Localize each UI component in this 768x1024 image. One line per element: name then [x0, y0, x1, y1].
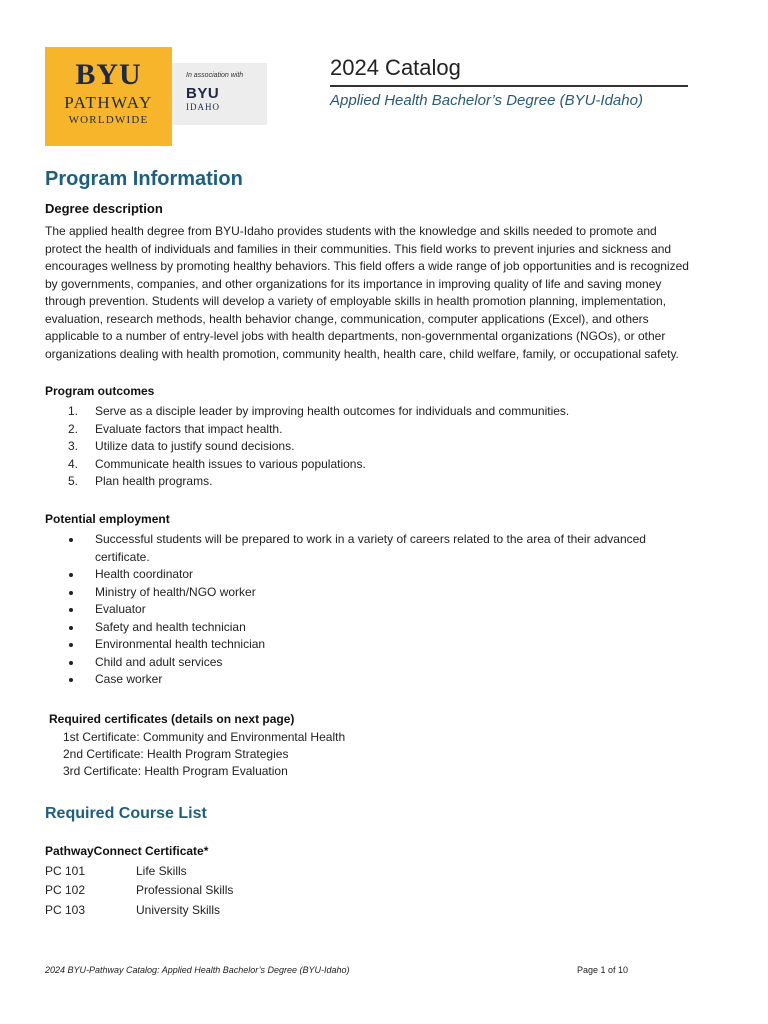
course-row — [45, 883, 233, 897]
list-item — [45, 566, 725, 584]
partner-idaho-text: IDAHO — [186, 102, 220, 112]
bullet-icon — [69, 573, 73, 577]
certificate-item: 3rd Certificate: Health Program Evaluation — [63, 764, 288, 778]
certificate-item: 2nd Certificate: Health Program Strategies — [63, 747, 289, 761]
list-item — [45, 403, 725, 421]
course-name: Professional Skills — [136, 883, 234, 897]
program-outcomes-list — [45, 403, 725, 491]
footer-page-number: Page 1 of 10 — [577, 965, 629, 975]
bullet-icon — [69, 643, 73, 647]
logo-worldwide-text: WORLDWIDE — [68, 114, 149, 126]
bullet-icon — [69, 591, 73, 595]
course-row — [45, 864, 187, 878]
potential-employment-list — [45, 531, 725, 689]
association-text: In association with — [186, 72, 244, 79]
list-item-text: Ministry of health/NGO worker — [95, 584, 256, 599]
course-name: Life Skills — [136, 864, 187, 878]
description-line: by governments, companies, and other organizations for its importance in improving quality of life and saving money — [45, 276, 662, 291]
description-line: through prevention. Students will develop a variety of employable skills in health promotion planning, implementation, — [45, 294, 667, 308]
list-item — [45, 654, 725, 672]
list-item-text: Plan health programs. — [95, 474, 213, 488]
logo-pathway-text: PATHWAY — [64, 93, 153, 112]
list-item — [45, 671, 725, 689]
course-code: PC 103 — [45, 903, 86, 917]
list-item — [45, 456, 725, 474]
list-number: 5. — [68, 474, 79, 488]
list-number: 1. — [68, 404, 79, 418]
footer-document-title: 2024 BYU-Pathway Catalog: Applied Health Bachelor’s Degree (BYU-Idaho) — [45, 965, 350, 975]
list-item — [45, 636, 725, 654]
list-item-text: Successful students will be prepared to work in a variety of careers related to the area of their advanced — [95, 532, 646, 546]
byu-pathway-logo — [45, 47, 172, 146]
course-code: PC 102 — [45, 883, 86, 897]
required-course-list-heading: Required Course List — [45, 805, 207, 822]
list-number: 3. — [68, 439, 79, 453]
list-item-text: Evaluator — [95, 602, 146, 616]
bullet-icon — [69, 626, 73, 630]
partner-byu-text: BYU — [186, 85, 220, 102]
list-item-text: Case worker — [95, 672, 163, 686]
catalog-subtitle: Applied Health Bachelor’s Degree (BYU-Idaho) — [330, 92, 643, 109]
list-item-text: Evaluate factors that impact health. — [95, 421, 283, 436]
list-item — [45, 584, 725, 602]
list-item-text: Utilize data to justify sound decisions. — [95, 439, 295, 453]
description-line: encourages wellness by promoting healthy behaviors. This field offers a wide range of job opportunities and is recognized — [45, 259, 689, 273]
list-item-text: Safety and health technician — [95, 619, 246, 634]
description-line: protect the health of individuals and families in their communities. This field works to prevent injuries and sickness and — [45, 241, 672, 256]
potential-employment-heading: Potential employment — [45, 512, 170, 526]
list-item — [45, 531, 725, 566]
program-outcomes-heading: Program outcomes — [45, 384, 155, 398]
bullet-icon — [69, 678, 73, 682]
list-number: 4. — [68, 456, 79, 471]
list-item — [45, 473, 725, 491]
catalog-title: 2024 Catalog — [330, 55, 461, 80]
pathwayconnect-certificate-heading: PathwayConnect Certificate* — [45, 844, 209, 858]
required-certificates-heading: Required certificates (details on next page) — [49, 712, 295, 726]
byu-idaho-partner-logo — [172, 63, 267, 125]
list-item-text: Environmental health technician — [95, 637, 266, 651]
list-number: 2. — [68, 421, 79, 436]
logo-byu-text: BYU — [75, 58, 142, 91]
degree-description-heading: Degree description — [45, 201, 163, 216]
bullet-icon — [69, 538, 73, 542]
title-divider — [330, 85, 688, 87]
description-line: evaluation, research methods, health behavior change, communication, computer applications (Excel), and others — [45, 311, 649, 326]
certificate-item: 1st Certificate: Community and Environmental Health — [63, 730, 346, 744]
description-line: The applied health degree from BYU-Idaho provides students with the knowledge and skills needed to promote and — [45, 224, 657, 238]
list-item-text: Communicate health issues to various populations. — [95, 456, 366, 471]
list-item — [45, 438, 725, 456]
list-item-text-continued: certificate. — [95, 549, 150, 564]
list-item-text: Child and adult services — [95, 654, 223, 669]
degree-description-paragraph — [45, 223, 725, 363]
description-line: applicable to a number of entry-level jobs with health departments, non-governmental organizations (NGOs), or other — [45, 329, 666, 343]
list-item — [45, 601, 725, 619]
list-item — [45, 619, 725, 637]
description-line: organizations dealing with health promotion, community health, health care, child welfare, family, or occupational safety. — [45, 346, 679, 361]
bullet-icon — [69, 661, 73, 665]
bullet-icon — [69, 608, 73, 612]
course-name: University Skills — [136, 903, 221, 917]
list-item — [45, 421, 725, 439]
list-item-text: Health coordinator — [95, 567, 194, 581]
program-information-heading: Program Information — [45, 168, 243, 190]
list-item-text: Serve as a disciple leader by improving health outcomes for individuals and communities. — [95, 404, 570, 418]
course-code: PC 101 — [45, 864, 86, 878]
course-row — [45, 903, 220, 917]
